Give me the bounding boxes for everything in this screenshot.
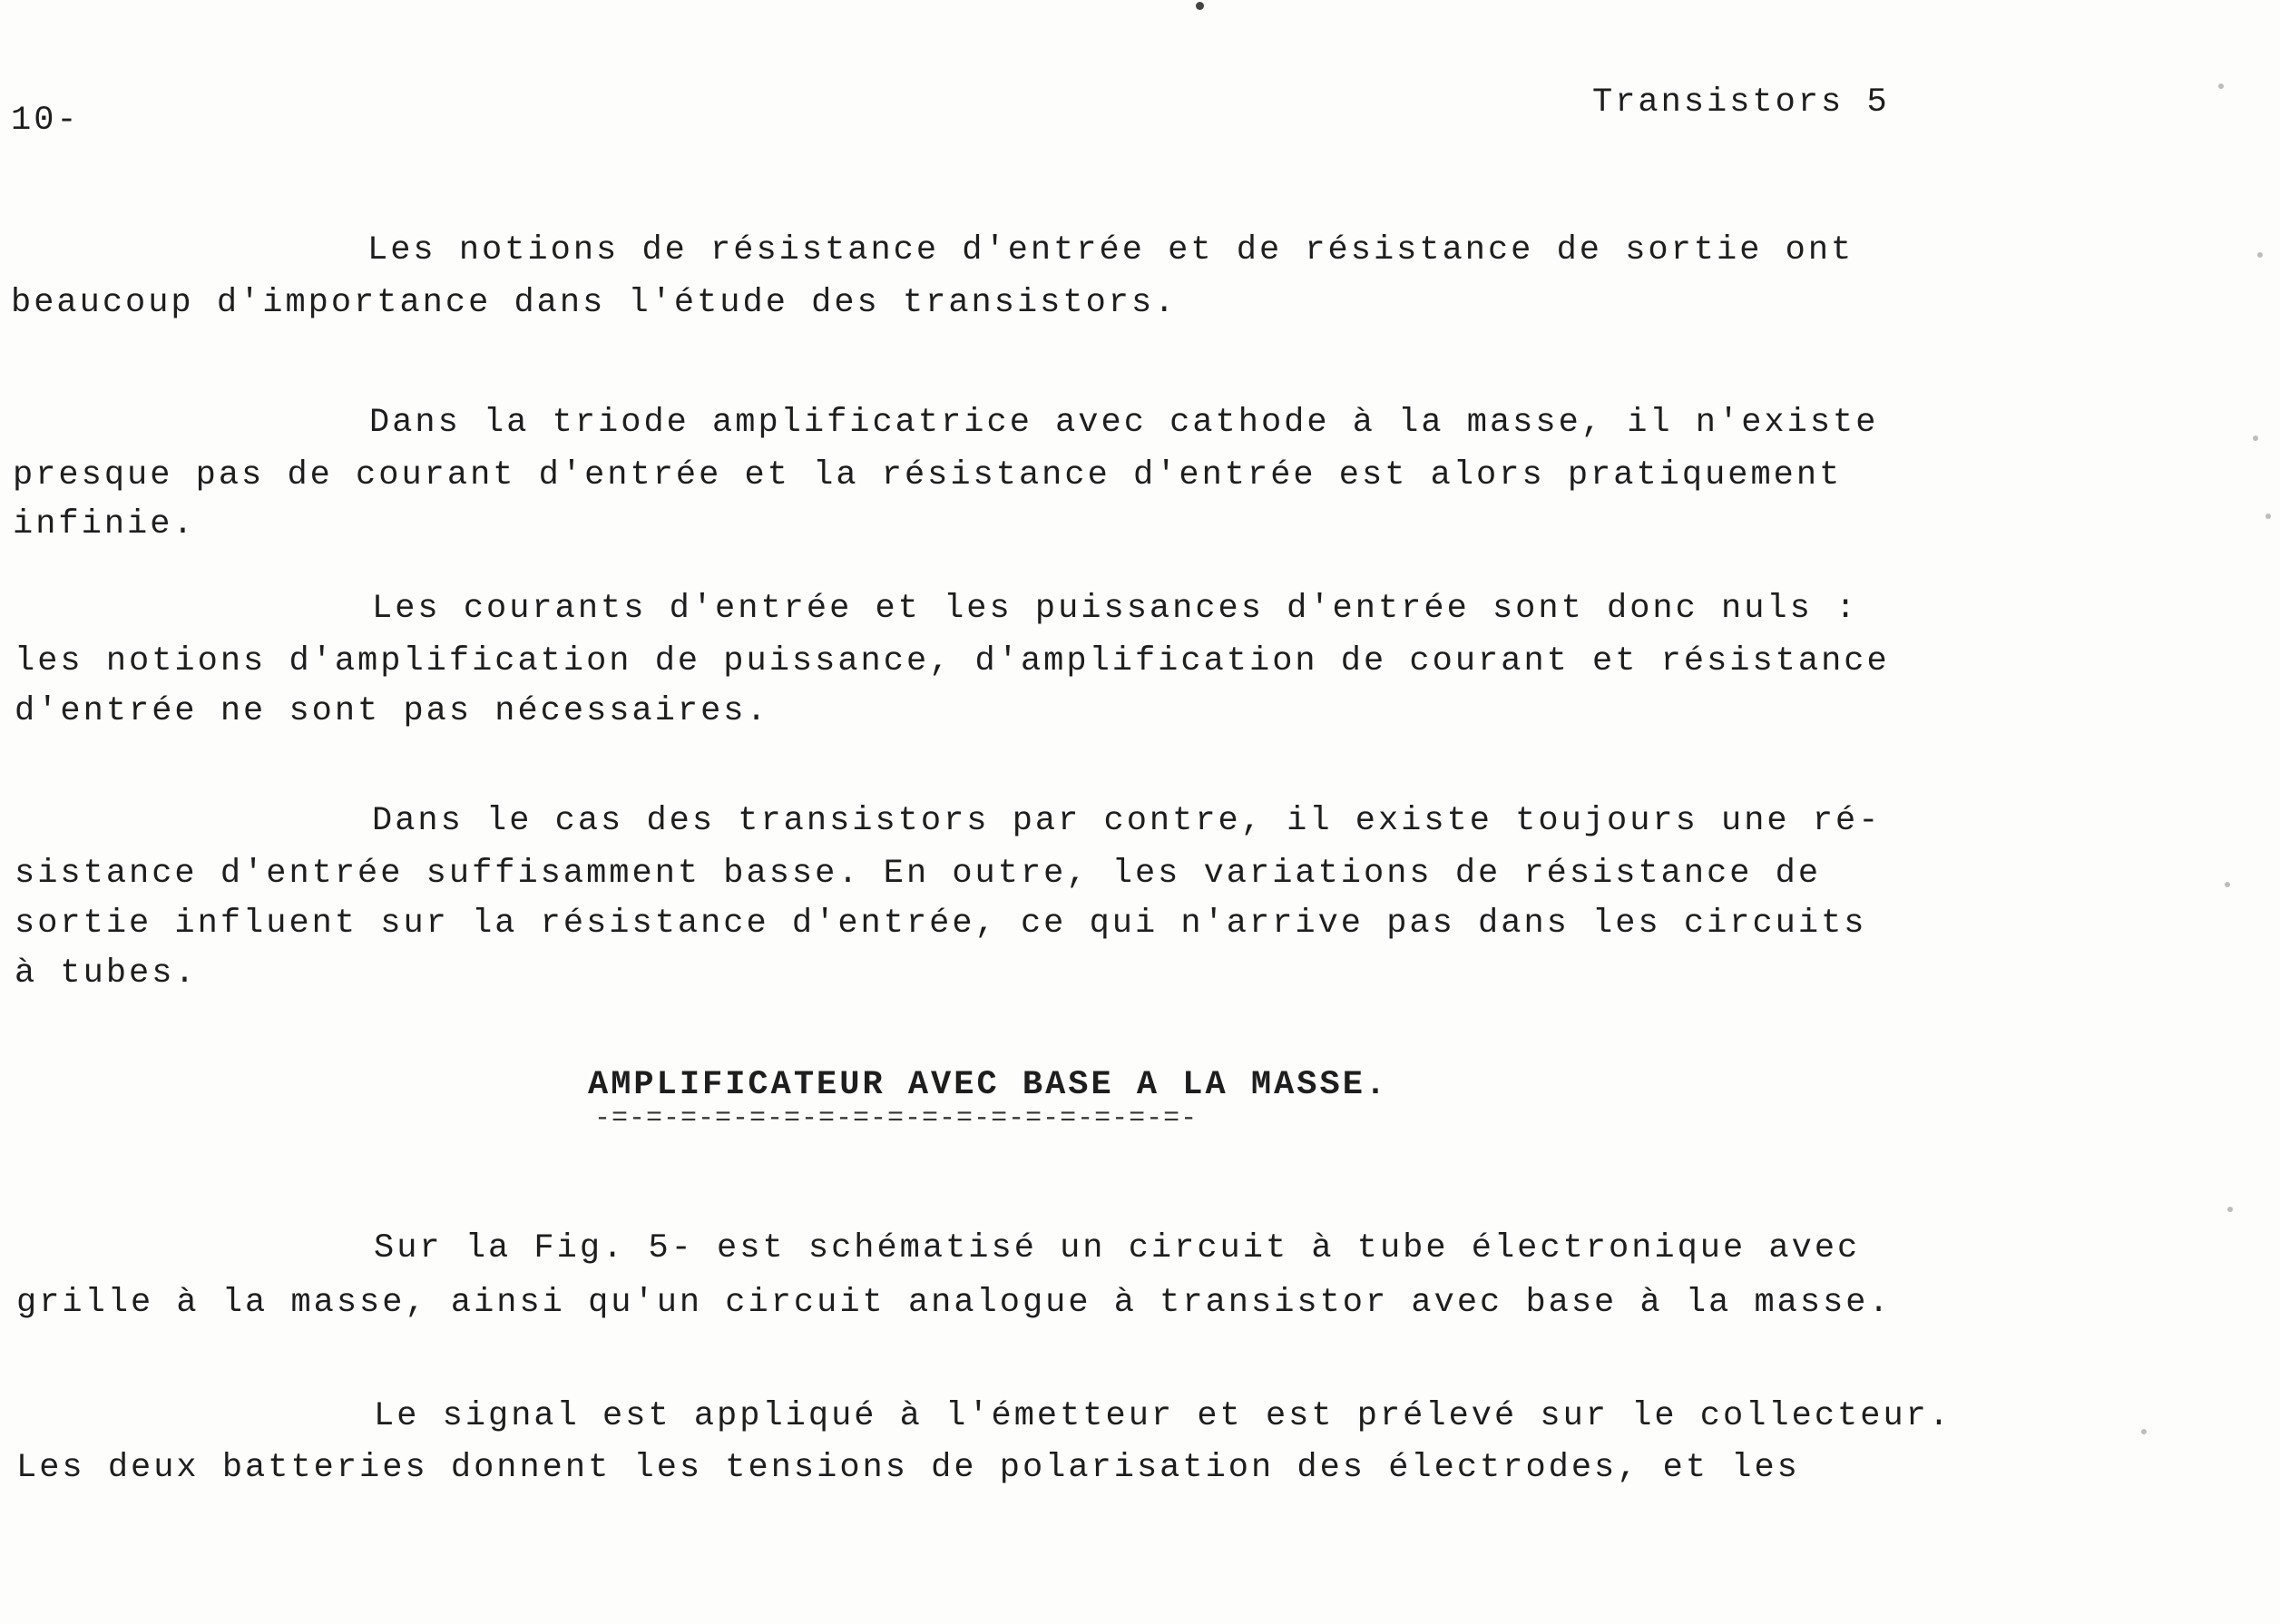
paragraph-1-line-2: beaucoup d'importance dans l'étude des transistors.: [11, 284, 1178, 322]
page-number: 10-: [11, 102, 80, 140]
paragraph-3-line-3: d'entrée ne sont pas nécessaires.: [15, 692, 769, 730]
paragraph-6-line-1: Le signal est appliqué à l'émetteur et est prélevé sur le collecteur.: [374, 1397, 1952, 1435]
paragraph-4-line-3: sortie influent sur la résistance d'entrée, ce qui n'arrive pas dans les circuits: [15, 905, 1867, 943]
scan-speck: [2265, 514, 2271, 519]
paragraph-5-line-2: grille à la masse, ainsi qu'un circuit analogue à transistor avec base à la masse.: [16, 1284, 1892, 1322]
scan-speck: [2257, 252, 2263, 258]
section-heading-underline: -=-=-=-=-=-=-=-=-=-=-=-=-=-=-=-=-=-: [594, 1103, 1199, 1134]
scan-speck: [2253, 435, 2258, 441]
paragraph-3-line-1: Les courants d'entrée et les puissances d'entrée sont donc nuls :: [372, 590, 1859, 628]
paragraph-5-line-1: Sur la Fig. 5- est schématisé un circuit à tube électronique avec: [374, 1229, 1861, 1267]
paragraph-2-line-1: Dans la triode amplificatrice avec cathode à la masse, il n'existe: [369, 404, 1879, 442]
paragraph-4-line-2: sistance d'entrée suffisamment basse. En outre, les variations de résistance de: [15, 855, 1822, 893]
paragraph-2-line-2: presque pas de courant d'entrée et la résistance d'entrée est alors pratiquement: [13, 456, 1843, 494]
paragraph-1-line-1: Les notions de résistance d'entrée et de résistance de sortie ont: [367, 231, 1854, 269]
section-heading: AMPLIFICATEUR AVEC BASE A LA MASSE.: [588, 1066, 1389, 1104]
paragraph-2-line-3: infinie.: [13, 505, 196, 543]
scan-speck: [1196, 2, 1204, 10]
scan-speck: [2141, 1429, 2147, 1434]
paragraph-3-line-2: les notions d'amplification de puissance, d'amplification de courant et résistance: [15, 642, 1890, 680]
scan-speck: [2227, 1207, 2233, 1212]
paragraph-6-line-2: Les deux batteries donnent les tensions de polarisation des électrodes, et les: [16, 1449, 1800, 1487]
scan-speck: [2218, 83, 2224, 89]
paragraph-4-line-1: Dans le cas des transistors par contre, il existe toujours une ré-: [372, 802, 1882, 840]
scan-speck: [2225, 882, 2230, 887]
page-header-title: Transistors 5: [1592, 83, 1890, 122]
paragraph-4-line-4: à tubes.: [15, 954, 198, 993]
